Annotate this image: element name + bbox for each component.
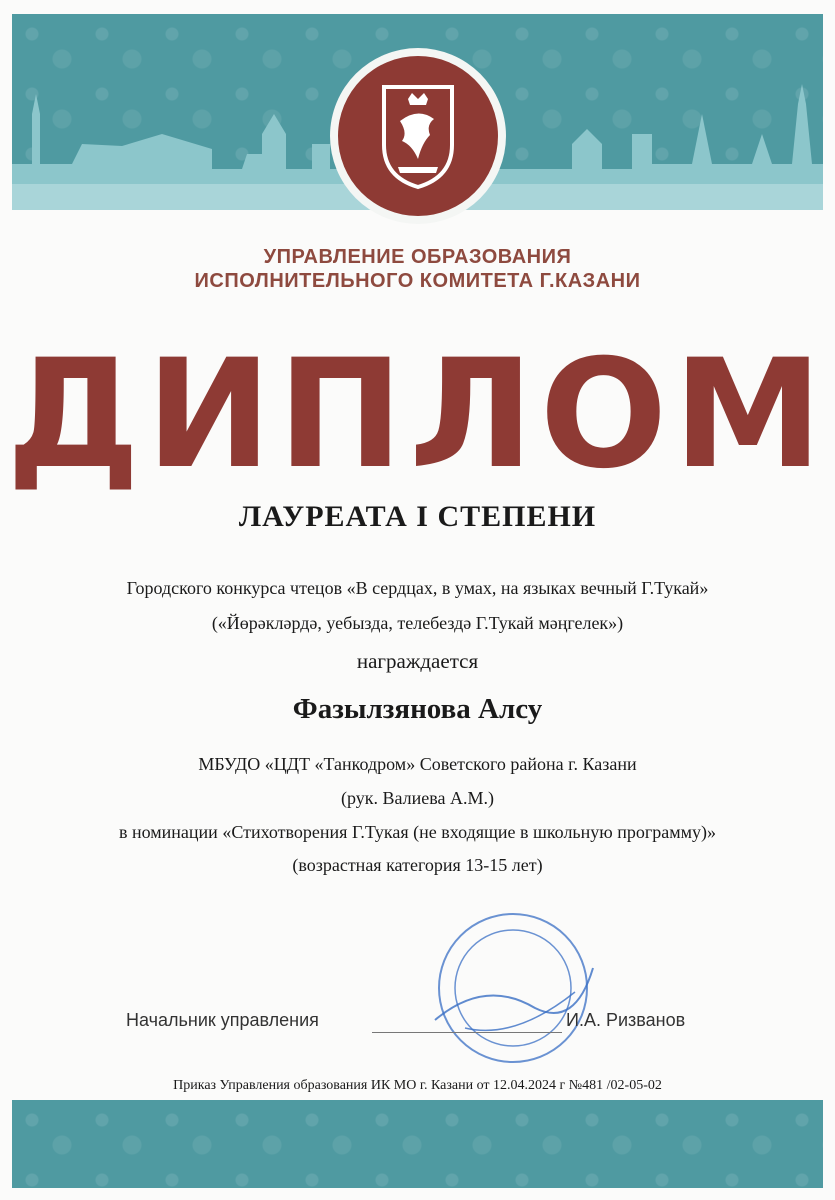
organization-line-2: ИСПОЛНИТЕЛЬНОГО КОМИТЕТА Г.КАЗАНИ (194, 270, 641, 292)
emblem-frame (330, 48, 506, 224)
emblem (338, 56, 498, 216)
recipient-name: Фазылзянова Алсу (292, 693, 543, 725)
recipient-school: МБУДО «ЦДТ «Танкодром» Советского района г. Казани (198, 754, 637, 774)
contest-line-tt: («Йөрәкләрдә, уебызда, телебездә Г.Тукай мәңгелек») (211, 613, 624, 633)
awarded-label: награждается (356, 649, 479, 673)
kazan-coat-of-arms-icon (378, 81, 458, 191)
signature-line (372, 1032, 562, 1033)
diploma-subtitle: ЛАУРЕАТА I СТЕПЕНИ (238, 500, 597, 533)
contest-line-ru: Городского конкурса чтецов «В сердцах, в умах, на языках вечный Г.Тукай» (126, 578, 709, 598)
order-reference: Приказ Управления образования ИК МО г. Казани от 12.04.2024 г №481 /02-05-02 (173, 1078, 662, 1093)
signature-name: И.А. Ризванов (566, 1010, 686, 1030)
signature-position: Начальник управления (126, 1010, 319, 1030)
recipient-age-category: (возрастная категория 13-15 лет) (292, 855, 543, 875)
official-stamp (425, 908, 600, 1068)
footer-ornament-band (12, 1100, 823, 1188)
organization-line-1: УПРАВЛЕНИЕ ОБРАЗОВАНИЯ (263, 246, 572, 268)
diploma-title: ДИПЛОМ (6, 328, 829, 502)
recipient-nomination: в номинации «Стихотворения Г.Тукая (не входящие в школьную программу)» (118, 822, 716, 842)
recipient-supervisor: (рук. Валиева А.М.) (340, 788, 494, 808)
